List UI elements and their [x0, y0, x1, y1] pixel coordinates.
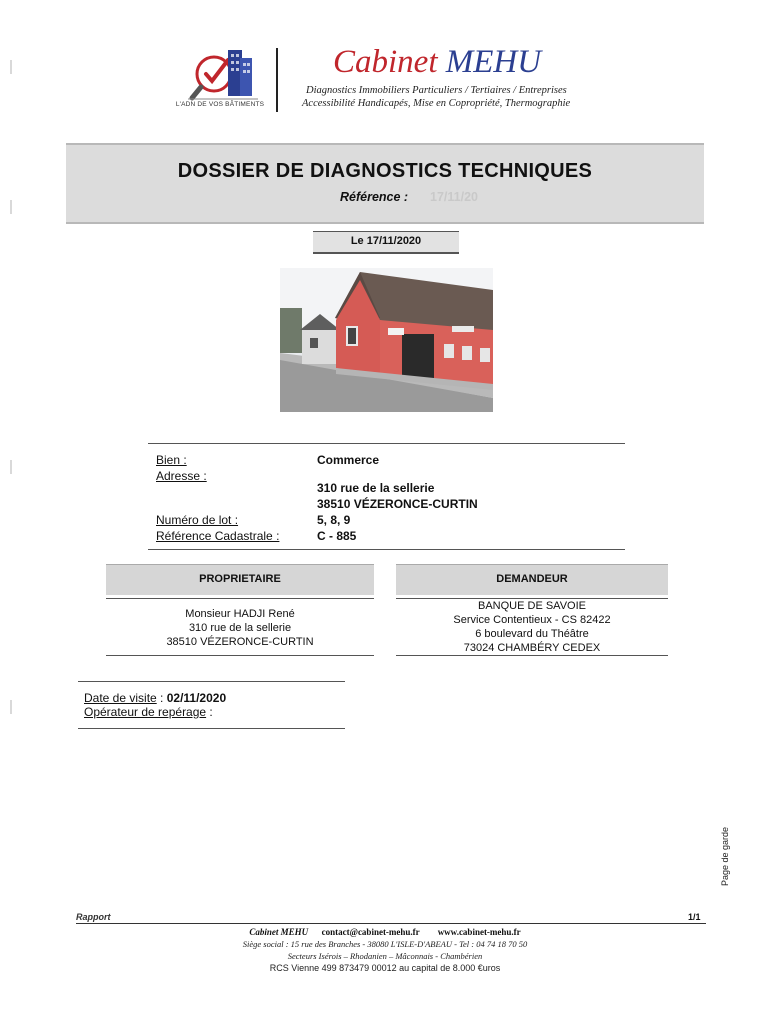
side-page-label [716, 820, 736, 890]
requester-line1: BANQUE DE SAVOIE [478, 600, 586, 612]
report-label: Rapport [76, 912, 111, 922]
scan-mark [10, 60, 12, 74]
separator-line [148, 549, 625, 550]
reference-label: Référence : [340, 190, 409, 204]
reference-value: 17/11/20 [430, 190, 478, 204]
document-date: Le 17/11/2020 [350, 235, 422, 247]
lot-label: Numéro de lot : [156, 513, 239, 527]
footer-contact-line [0, 927, 770, 937]
owner-line2: 310 rue de la sellerie [188, 622, 292, 634]
tagline-line2: Accessibilité Handicapés, Mise en Copropriété, Thermographie [302, 98, 571, 109]
operator-sep: : [206, 705, 213, 719]
cadastre-value: C - 885 [317, 529, 357, 543]
adresse-line1: 310 rue de la sellerie [317, 481, 435, 495]
document-title: DOSSIER DE DIAGNOSTICS TECHNIQUES [177, 160, 593, 182]
page-number: 1/1 [688, 912, 701, 922]
owner-details [106, 607, 374, 649]
adresse-line2: 38510 VÉZERONCE-CURTIN [317, 497, 478, 511]
bien-label: Bien : [156, 453, 187, 467]
scan-mark [10, 200, 12, 214]
requester-line4: 73024 CHAMBÉRY CEDEX [463, 642, 601, 654]
title-banner [66, 143, 704, 224]
separator-line [78, 728, 345, 729]
tagline-line1: Diagnostics Immobiliers Particuliers / Tertiaires / Entreprises [306, 85, 567, 96]
footer-email: contact@cabinet-mehu.fr [321, 927, 420, 937]
footer-company: Cabinet MEHU [249, 927, 309, 937]
property-photo [280, 268, 493, 412]
owner-line1: Monsieur HADJI René [185, 608, 295, 620]
bien-value: Commerce [317, 453, 380, 467]
requester-details [396, 599, 668, 655]
visit-date-value: 02/11/2020 [166, 691, 227, 705]
separator-line [148, 443, 625, 444]
footer-line [76, 923, 706, 924]
brand-name [333, 44, 541, 81]
footer-rcs: RCS Vienne 499 873479 00012 au capital de 8.000 €uros [269, 963, 501, 973]
adresse-label: Adresse : [156, 469, 207, 483]
cadastre-label: Référence Cadastrale : [156, 529, 280, 543]
brand-part1: Cabinet [333, 44, 446, 80]
separator-line [106, 598, 374, 599]
owner-heading: PROPRIETAIRE [199, 573, 281, 585]
logo-caption: L'ADN DE VOS BÂTIMENTS [175, 101, 265, 108]
lot-value: 5, 8, 9 [317, 513, 351, 527]
visit-date-sep: : [156, 691, 167, 705]
requester-line2: Service Contentieux - CS 82422 [453, 614, 611, 626]
scan-mark [10, 460, 12, 474]
operator-label: Opérateur de repérage [84, 705, 207, 719]
footer-sectors: Secteurs Isérois – Rhodanien – Mâconnais - Chambérien [287, 951, 483, 961]
header-divider [276, 48, 278, 112]
separator-line [396, 655, 668, 656]
footer-address: Siège social : 15 rue des Branches - 38080 L'ISLE-D'ABEAU - Tel : 04 74 18 70 50 [242, 939, 528, 949]
operator-row [84, 703, 213, 721]
footer-website: www.cabinet-mehu.fr [437, 927, 521, 937]
owner-line3: 38510 VÉZERONCE-CURTIN [166, 636, 314, 648]
brand-part2: MEHU [445, 44, 542, 80]
page-label-text: Page de garde [720, 826, 730, 886]
visit-date-label: Date de visite [84, 691, 157, 705]
requester-line3: 6 boulevard du Théâtre [475, 628, 589, 640]
separator-line [78, 681, 345, 682]
scan-mark [10, 700, 12, 714]
requester-heading: DEMANDEUR [496, 573, 568, 585]
separator-line [106, 655, 374, 656]
